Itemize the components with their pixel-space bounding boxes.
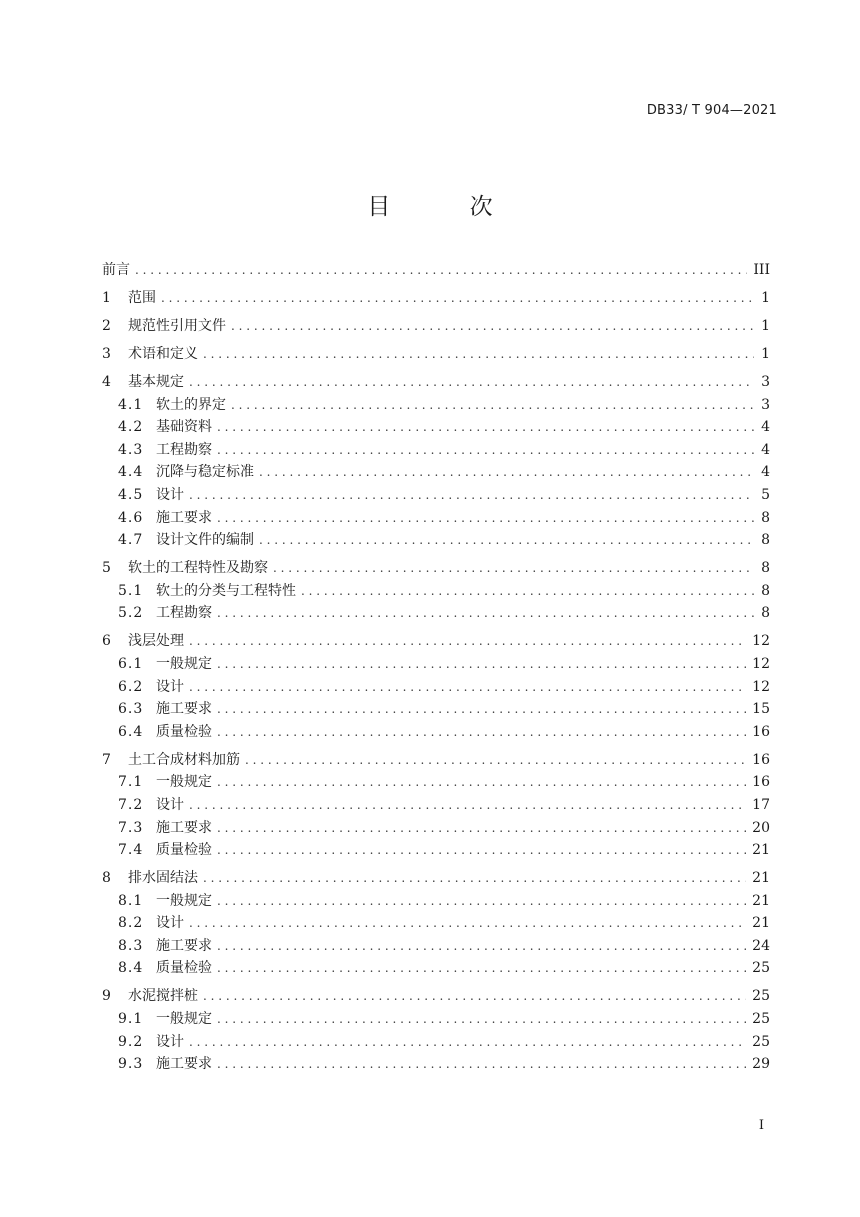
dot-leader bbox=[217, 1053, 746, 1075]
toc-entry-page: 8 bbox=[761, 509, 770, 526]
toc-entry[interactable] bbox=[102, 1053, 770, 1075]
toc-entry-page: 16 bbox=[752, 774, 770, 791]
dot-leader bbox=[217, 957, 746, 979]
toc-entry-number: 4.7 bbox=[118, 532, 144, 549]
toc-entry-page: 1 bbox=[761, 318, 770, 334]
toc-entry-label: 施工要求 bbox=[156, 509, 212, 526]
toc-entry-label: 设计 bbox=[156, 796, 184, 813]
toc-entry-page: 29 bbox=[752, 1056, 770, 1073]
toc-entry-number: 9.2 bbox=[118, 1033, 144, 1050]
dot-leader bbox=[135, 259, 747, 281]
toc-entry-label: 基本规定 bbox=[128, 374, 184, 390]
toc-entry-label: 水泥搅拌桩 bbox=[128, 988, 198, 1005]
toc-entry-page: 21 bbox=[752, 892, 770, 909]
toc-entry[interactable] bbox=[102, 794, 770, 816]
toc-entry-label: 施工要求 bbox=[156, 937, 212, 954]
toc-entry-label: 软土的界定 bbox=[156, 396, 226, 413]
toc-entry[interactable] bbox=[102, 343, 770, 365]
toc-entry-label: 施工要求 bbox=[156, 701, 212, 718]
toc-entry-number: 4.5 bbox=[118, 486, 144, 503]
table-of-contents bbox=[102, 259, 770, 1075]
toc-entry-label: 规范性引用文件 bbox=[128, 318, 226, 334]
toc-entry-label: 术语和定义 bbox=[128, 346, 198, 362]
dot-leader bbox=[217, 698, 746, 720]
dot-leader bbox=[259, 461, 754, 483]
toc-entry-page: 20 bbox=[752, 819, 770, 836]
dot-leader bbox=[189, 676, 746, 698]
dot-leader bbox=[231, 394, 754, 416]
dot-leader bbox=[245, 749, 746, 771]
toc-entry-page: 25 bbox=[752, 960, 770, 977]
toc-entry-label: 施工要求 bbox=[156, 1056, 212, 1073]
toc-entry[interactable] bbox=[102, 912, 770, 934]
toc-entry[interactable] bbox=[102, 867, 770, 889]
toc-entry[interactable] bbox=[102, 484, 770, 506]
toc-entry[interactable] bbox=[102, 394, 770, 416]
toc-entry-number: 8.3 bbox=[118, 937, 144, 954]
dot-leader bbox=[217, 439, 754, 461]
toc-entry[interactable] bbox=[102, 839, 770, 861]
toc-entry-number: 6.2 bbox=[118, 678, 144, 695]
toc-entry-label: 质量检验 bbox=[156, 723, 212, 740]
toc-entry-number: 4.6 bbox=[118, 509, 144, 526]
toc-entry[interactable] bbox=[102, 698, 770, 720]
toc-entry[interactable] bbox=[102, 580, 770, 602]
toc-entry-label: 前言 bbox=[102, 262, 130, 278]
dot-leader bbox=[217, 721, 746, 743]
toc-entry-label: 一般规定 bbox=[156, 892, 212, 909]
toc-entry-page: 8 bbox=[761, 605, 770, 622]
toc-entry-page: 8 bbox=[761, 560, 770, 577]
toc-entry-page: 4 bbox=[761, 441, 770, 458]
toc-entry-page: 12 bbox=[752, 655, 770, 672]
toc-entry-label: 范围 bbox=[128, 290, 156, 306]
dot-leader bbox=[189, 630, 746, 652]
toc-entry-number: 8 bbox=[102, 870, 111, 887]
toc-entry-label: 排水固结法 bbox=[128, 870, 198, 887]
dot-leader bbox=[231, 315, 754, 337]
toc-entry-page: 3 bbox=[761, 396, 770, 413]
toc-entry[interactable] bbox=[102, 371, 770, 393]
toc-entry-number: 6.1 bbox=[118, 655, 144, 672]
toc-entry-number: 8.2 bbox=[118, 915, 144, 932]
dot-leader bbox=[217, 602, 754, 624]
toc-entry-page: 4 bbox=[761, 464, 770, 481]
toc-entry-number: 7 bbox=[102, 751, 111, 768]
toc-entry[interactable] bbox=[102, 416, 770, 438]
toc-entry-page: 12 bbox=[752, 678, 770, 695]
toc-entry-label: 设计 bbox=[156, 486, 184, 503]
toc-entry-number: 5.2 bbox=[118, 605, 144, 622]
toc-entry-page: 3 bbox=[761, 374, 770, 390]
toc-entry-number: 6.3 bbox=[118, 701, 144, 718]
toc-entry-number: 4.2 bbox=[118, 419, 144, 436]
toc-entry-number: 4.1 bbox=[118, 396, 144, 413]
toc-entry[interactable] bbox=[102, 935, 770, 957]
toc-entry[interactable] bbox=[102, 602, 770, 624]
toc-entry[interactable] bbox=[102, 529, 770, 551]
toc-entry-label: 设计文件的编制 bbox=[156, 532, 254, 549]
toc-entry-label: 软土的分类与工程特性 bbox=[156, 582, 296, 599]
dot-leader bbox=[161, 287, 754, 309]
dot-leader bbox=[217, 771, 746, 793]
toc-entry-page: 8 bbox=[761, 582, 770, 599]
toc-entry-label: 基础资料 bbox=[156, 419, 212, 436]
dot-leader bbox=[217, 416, 754, 438]
toc-entry-label: 软土的工程特性及勘察 bbox=[128, 560, 268, 577]
toc-entry-page: 12 bbox=[752, 633, 770, 650]
toc-entry[interactable] bbox=[102, 507, 770, 529]
toc-entry-page: 1 bbox=[761, 346, 770, 362]
dot-leader bbox=[273, 557, 754, 579]
toc-entry-page: 5 bbox=[761, 486, 770, 503]
toc-entry-page: 16 bbox=[752, 723, 770, 740]
toc-entry-number: 6 bbox=[102, 633, 111, 650]
toc-entry[interactable] bbox=[102, 771, 770, 793]
toc-entry-page: 16 bbox=[752, 751, 770, 768]
toc-entry[interactable] bbox=[102, 287, 770, 309]
toc-entry-page: 1 bbox=[761, 290, 770, 306]
dot-leader bbox=[189, 794, 746, 816]
toc-entry-label: 质量检验 bbox=[156, 842, 212, 859]
toc-entry-page: 24 bbox=[752, 937, 770, 954]
toc-entry-number: 9.3 bbox=[118, 1056, 144, 1073]
dot-leader bbox=[217, 653, 746, 675]
toc-entry-number: 4.3 bbox=[118, 441, 144, 458]
dot-leader bbox=[203, 343, 754, 365]
toc-entry-label: 设计 bbox=[156, 678, 184, 695]
toc-entry-label: 设计 bbox=[156, 1033, 184, 1050]
dot-leader bbox=[189, 371, 754, 393]
toc-entry-number: 7.4 bbox=[118, 842, 144, 859]
toc-entry[interactable] bbox=[102, 1031, 770, 1053]
toc-entry-page: 15 bbox=[752, 701, 770, 718]
dot-leader bbox=[217, 890, 746, 912]
toc-entry-label: 浅层处理 bbox=[128, 633, 184, 650]
toc-entry-page: 17 bbox=[752, 796, 770, 813]
toc-entry[interactable] bbox=[102, 259, 770, 281]
toc-entry-number: 4.4 bbox=[118, 464, 144, 481]
toc-entry-page: 21 bbox=[752, 915, 770, 932]
toc-entry-number: 7.1 bbox=[118, 774, 144, 791]
toc-entry-number: 8.1 bbox=[118, 892, 144, 909]
toc-entry[interactable] bbox=[102, 749, 770, 771]
toc-entry-page: 25 bbox=[752, 1033, 770, 1050]
toc-entry-label: 工程勘察 bbox=[156, 605, 212, 622]
toc-entry[interactable] bbox=[102, 985, 770, 1007]
dot-leader bbox=[189, 912, 746, 934]
toc-entry-label: 质量检验 bbox=[156, 960, 212, 977]
dot-leader bbox=[203, 985, 746, 1007]
document-code: DB33/ T 904—2021 bbox=[646, 103, 777, 118]
toc-entry-label: 一般规定 bbox=[156, 655, 212, 672]
toc-entry[interactable] bbox=[102, 817, 770, 839]
dot-leader bbox=[259, 529, 754, 551]
toc-entry-page: 21 bbox=[752, 842, 770, 859]
toc-entry-number: 6.4 bbox=[118, 723, 144, 740]
toc-entry-number: 7.2 bbox=[118, 796, 144, 813]
toc-entry-label: 一般规定 bbox=[156, 1011, 212, 1028]
toc-entry-number: 8.4 bbox=[118, 960, 144, 977]
dot-leader bbox=[189, 484, 754, 506]
toc-entry-page: 21 bbox=[752, 870, 770, 887]
toc-entry-label: 一般规定 bbox=[156, 774, 212, 791]
toc-entry-page: 25 bbox=[752, 1011, 770, 1028]
toc-entry[interactable] bbox=[102, 890, 770, 912]
toc-entry[interactable] bbox=[102, 1008, 770, 1030]
toc-entry-number: 1 bbox=[102, 290, 111, 306]
toc-entry[interactable] bbox=[102, 557, 770, 579]
toc-entry-label: 土工合成材料加筋 bbox=[128, 751, 240, 768]
toc-entry-number: 4 bbox=[102, 374, 111, 390]
toc-entry-number: 5 bbox=[102, 560, 111, 577]
toc-entry[interactable] bbox=[102, 461, 770, 483]
toc-entry-number: 3 bbox=[102, 346, 111, 362]
dot-leader bbox=[203, 867, 746, 889]
toc-entry-number: 9.1 bbox=[118, 1011, 144, 1028]
dot-leader bbox=[217, 935, 746, 957]
dot-leader bbox=[217, 839, 746, 861]
dot-leader bbox=[217, 817, 746, 839]
toc-entry-page: 8 bbox=[761, 532, 770, 549]
toc-entry[interactable] bbox=[102, 630, 770, 652]
dot-leader bbox=[301, 580, 754, 602]
toc-entry-page: III bbox=[753, 262, 770, 278]
toc-entry[interactable] bbox=[102, 957, 770, 979]
toc-entry-number: 2 bbox=[102, 318, 111, 334]
toc-entry[interactable] bbox=[102, 676, 770, 698]
toc-entry-page: 25 bbox=[752, 988, 770, 1005]
toc-entry-page: 4 bbox=[761, 419, 770, 436]
footer-page-number: I bbox=[758, 1118, 764, 1133]
toc-entry-number: 9 bbox=[102, 988, 111, 1005]
toc-entry[interactable] bbox=[102, 721, 770, 743]
dot-leader bbox=[217, 507, 754, 529]
toc-entry[interactable] bbox=[102, 315, 770, 337]
toc-entry[interactable] bbox=[102, 653, 770, 675]
toc-entry[interactable] bbox=[102, 439, 770, 461]
dot-leader bbox=[217, 1008, 746, 1030]
page-title: 目 次 bbox=[367, 194, 529, 220]
toc-entry-number: 7.3 bbox=[118, 819, 144, 836]
dot-leader bbox=[189, 1031, 746, 1053]
toc-entry-label: 施工要求 bbox=[156, 819, 212, 836]
toc-entry-label: 设计 bbox=[156, 915, 184, 932]
toc-entry-label: 工程勘察 bbox=[156, 441, 212, 458]
toc-entry-number: 5.1 bbox=[118, 582, 144, 599]
toc-entry-label: 沉降与稳定标准 bbox=[156, 464, 254, 481]
